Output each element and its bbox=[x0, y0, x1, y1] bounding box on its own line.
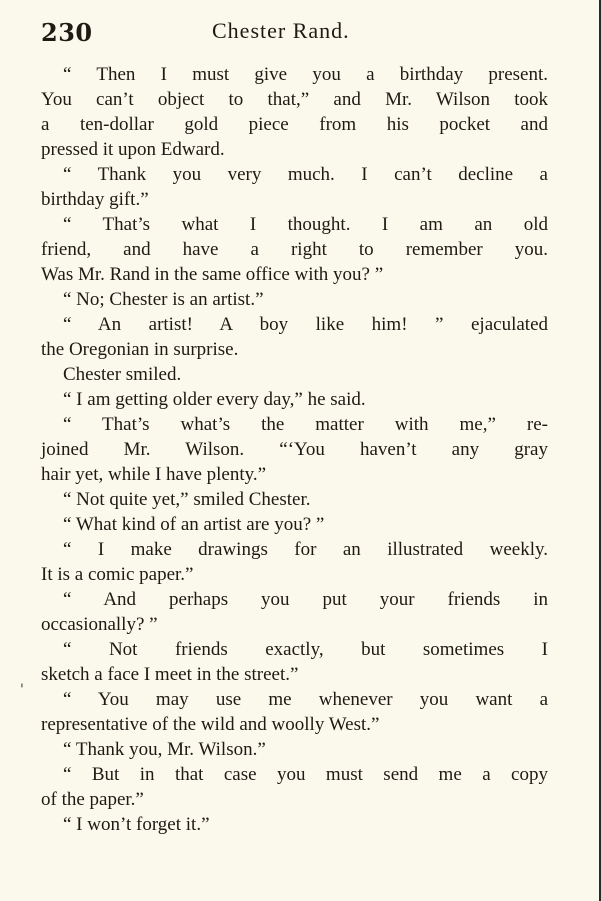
text-line: “ I won’t forget it.” bbox=[63, 814, 210, 835]
text-line: the Oregonian in surprise. bbox=[41, 339, 239, 360]
margin-mark: ' bbox=[20, 682, 24, 698]
text-line: representative of the wild and woolly West.” bbox=[41, 714, 380, 735]
text-line: friend, and have a right to remember you. bbox=[41, 239, 548, 260]
text-line: “ Thank you, Mr. Wilson.” bbox=[63, 739, 266, 760]
text-line: Chester smiled. bbox=[63, 364, 182, 385]
page-header bbox=[41, 18, 550, 46]
text-line: Was Mr. Rand in the same office with you? ” bbox=[41, 264, 384, 285]
text-line: You can’t object to that,” and Mr. Wilson took bbox=[41, 89, 548, 110]
text-line: It is a comic paper.” bbox=[41, 564, 194, 585]
text-line: “ But in that case you must send me a copy bbox=[63, 764, 548, 785]
text-line: joined Mr. Wilson. “‘You haven’t any gray bbox=[41, 439, 548, 460]
text-line: “ You may use me whenever you want a bbox=[63, 689, 548, 710]
text-line: “ Not quite yet,” smiled Chester. bbox=[63, 489, 311, 510]
text-line: “ Thank you very much. I can’t decline a bbox=[63, 164, 548, 185]
text-line: “ Not friends exactly, but sometimes I bbox=[63, 639, 548, 660]
body-text bbox=[41, 62, 548, 837]
text-line: “ An artist! A boy like him! ” ejaculated bbox=[63, 314, 548, 335]
text-line: hair yet, while I have plenty.” bbox=[41, 464, 267, 485]
text-line: “ That’s what I thought. I am an old bbox=[63, 214, 548, 235]
page-number: 230 bbox=[41, 18, 93, 47]
text-line: “ No; Chester is an artist.” bbox=[63, 289, 264, 310]
text-line: birthday gift.” bbox=[41, 189, 149, 210]
text-line: “ What kind of an artist are you? ” bbox=[63, 514, 325, 535]
text-line: “ And perhaps you put your friends in bbox=[63, 589, 548, 610]
text-line: “ That’s what’s the matter with me,” re- bbox=[63, 414, 548, 435]
text-line: pressed it upon Edward. bbox=[41, 139, 225, 160]
text-line: “ I am getting older every day,” he said. bbox=[63, 389, 366, 410]
text-line: sketch a face I meet in the street.” bbox=[41, 664, 299, 685]
text-line: occasionally? ” bbox=[41, 614, 158, 635]
text-line: “ I make drawings for an illustrated weekly. bbox=[63, 539, 548, 560]
text-line: “ Then I must give you a birthday present. bbox=[63, 64, 548, 85]
text-line: of the paper.” bbox=[41, 789, 144, 810]
text-line: a ten-dollar gold piece from his pocket and bbox=[41, 114, 548, 135]
running-head: Chester Rand. bbox=[212, 18, 350, 43]
